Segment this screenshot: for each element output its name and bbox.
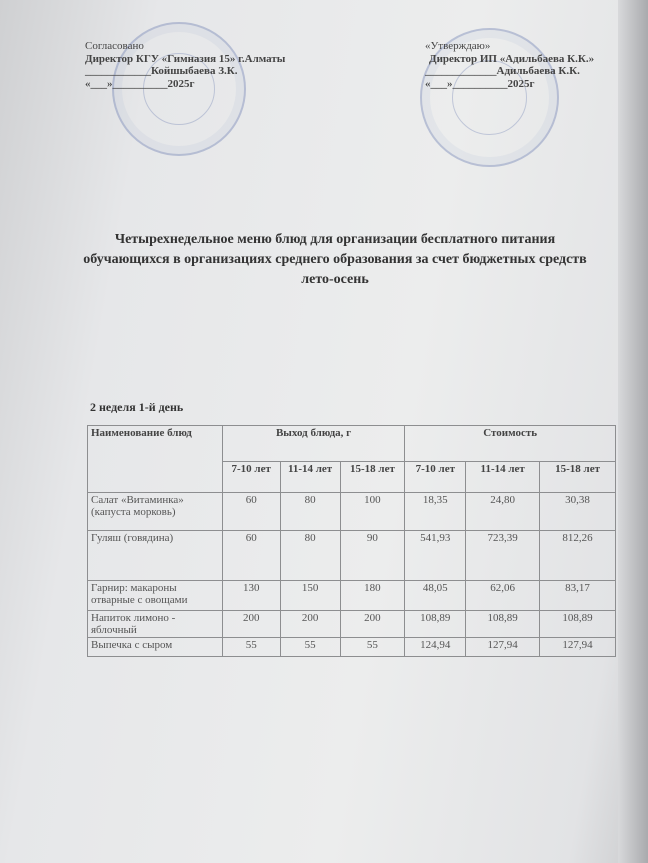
yield-cell: 180 [340, 581, 405, 611]
cost-cell: 127,94 [466, 638, 540, 657]
header-age-group: 11-14 лет [280, 462, 340, 493]
dish-name: Напиток лимоно - яблочный [88, 611, 223, 638]
approval-right [425, 40, 594, 90]
yield-cell: 55 [222, 638, 280, 657]
approval-right-line3: _____________Адильбаева К.К. [425, 65, 580, 77]
yield-cell: 130 [222, 581, 280, 611]
dish-name: Гуляш (говядина) [88, 531, 223, 581]
cost-cell: 108,89 [540, 611, 616, 638]
cost-cell: 24,80 [466, 493, 540, 531]
header-age-group: 15-18 лет [340, 462, 405, 493]
document-title: Четырехнедельное меню блюд для организации бесплатного питания обучающихся в организациях среднего образования за счет бюджетных средств лето-осень [83, 232, 587, 287]
cost-cell: 812,26 [540, 531, 616, 581]
table-row [88, 493, 616, 531]
week-day-label: 2 неделя 1-й день [90, 400, 184, 414]
approval-right-line2: Директор ИП «Адильбаева К.К.» [429, 52, 595, 65]
approval-right-line4: «___»__________2025г [425, 77, 535, 90]
yield-cell: 200 [222, 611, 280, 638]
yield-cell: 150 [280, 581, 340, 611]
cost-cell: 127,94 [540, 638, 616, 657]
dish-name: Выпечка с сыром [88, 638, 223, 657]
cost-cell: 108,89 [466, 611, 540, 638]
table-row [88, 611, 616, 638]
yield-cell: 200 [340, 611, 405, 638]
header-age-group: 7-10 лет [405, 462, 466, 493]
approval-right-line1: «Утверждаю» [425, 40, 491, 52]
header-cost: Стоимость [405, 426, 616, 462]
yield-cell: 55 [280, 638, 340, 657]
header-yield: Выход блюда, г [222, 426, 405, 462]
header-age-group: 15-18 лет [540, 462, 616, 493]
yield-cell: 80 [280, 493, 340, 531]
approval-left-line3: ____________Койшыбаева З.К. [85, 65, 238, 77]
header-name: Наименование блюд [88, 426, 223, 493]
menu-table [87, 425, 616, 657]
yield-cell: 60 [222, 531, 280, 581]
dish-name: Гарнир: макароны отварные с овощами [88, 581, 223, 611]
dish-name: Салат «Витаминка» (капуста морковь) [88, 493, 223, 531]
yield-cell: 90 [340, 531, 405, 581]
header-age-group: 7-10 лет [222, 462, 280, 493]
yield-cell: 80 [280, 531, 340, 581]
cost-cell: 62,06 [466, 581, 540, 611]
cost-cell: 108,89 [405, 611, 466, 638]
cost-cell: 723,39 [466, 531, 540, 581]
approval-left [85, 40, 285, 90]
cost-cell: 18,35 [405, 493, 466, 531]
table-row [88, 638, 616, 657]
yield-cell: 100 [340, 493, 405, 531]
yield-cell: 200 [280, 611, 340, 638]
approval-left-line1: Согласовано [85, 40, 144, 52]
table-row [88, 531, 616, 581]
yield-cell: 60 [222, 493, 280, 531]
header-age-group: 11-14 лет [466, 462, 540, 493]
cost-cell: 48,05 [405, 581, 466, 611]
yield-cell: 55 [340, 638, 405, 657]
approval-left-line4: «___»__________2025г [85, 77, 195, 90]
approval-left-line2: Директор КГУ «Гимназия 15» г.Алматы [85, 52, 286, 65]
cost-cell: 83,17 [540, 581, 616, 611]
page-edge [618, 0, 648, 863]
cost-cell: 124,94 [405, 638, 466, 657]
table-row [88, 581, 616, 611]
cost-cell: 541,93 [405, 531, 466, 581]
cost-cell: 30,38 [540, 493, 616, 531]
